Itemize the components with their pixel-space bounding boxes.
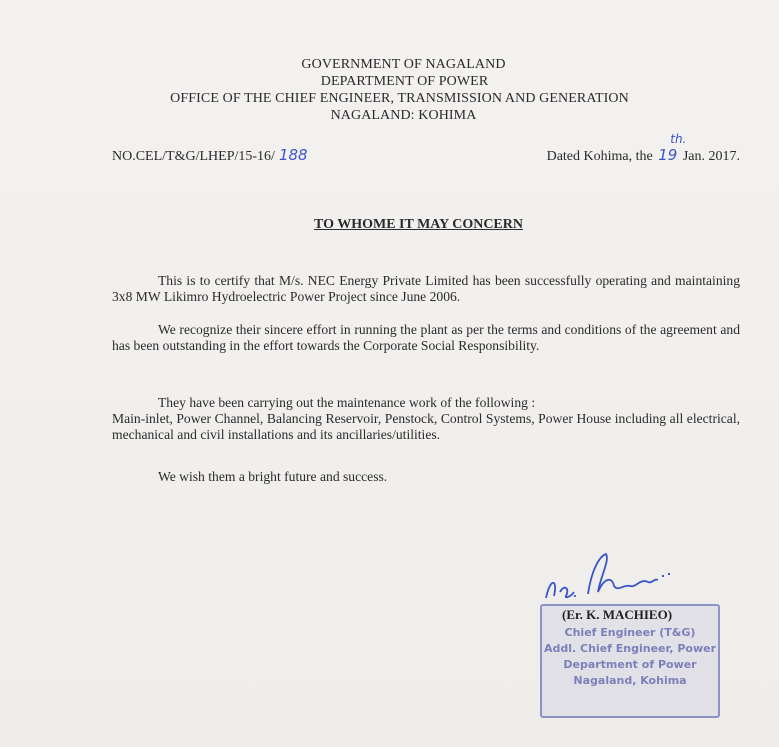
paragraph-certify: This is to certify that M/s. NEC Energy Private Limited has been successfully operating and maintaining 3x8 MW Likimro Hydroelectric Power Project since June 2006.	[112, 273, 740, 304]
letterhead-line-office: OFFICE OF THE CHIEF ENGINEER, TRANSMISSION AND GENERATION	[170, 91, 629, 106]
stamp-line-3: Department of Power	[563, 658, 697, 671]
signature-block	[540, 548, 720, 718]
date-day-handwritten: 19 th.	[658, 132, 687, 164]
date-line	[546, 132, 740, 165]
paragraph-recognize: We recognize their sincere effort in running the plant as per the terms and conditions of the agreement and has been outstanding in the effort towards the Corporate Social Responsibility.	[112, 322, 740, 353]
letterhead-line-department: DEPARTMENT OF POWER	[320, 74, 489, 89]
signatory-name: (Er. K. MACHIEO)	[562, 607, 673, 622]
letter-title: TO WHOME IT MAY CONCERN	[314, 217, 523, 232]
signature-scribble	[540, 548, 720, 608]
date-prefix: Dated Kohima, the	[546, 149, 653, 164]
letterhead	[0, 56, 779, 124]
stamp-line-1: Chief Engineer (T&G)	[564, 626, 696, 639]
maintenance-intro: They have been carrying out the maintenance work of the following :	[158, 395, 536, 410]
reference-number-handwritten: 188	[278, 146, 308, 164]
date-day-suffix-handwritten: th.	[670, 132, 687, 146]
maintenance-list: Main-inlet, Power Channel, Balancing Reservoir, Penstock, Control Systems, Power House including all electrical, mechanical and civil installations and its ancillaries/utilities.	[112, 411, 740, 442]
stamp-line-2: Addl. Chief Engineer, Power	[543, 642, 716, 655]
paragraph-maintenance	[112, 395, 740, 443]
reference-number	[112, 146, 308, 165]
letterhead-line-government: GOVERNMENT OF NAGALAND	[301, 57, 506, 72]
paragraph-wishes: We wish them a bright future and success.	[158, 469, 388, 484]
reference-number-prefix: NO.CEL/T&G/LHEP/15-16/	[112, 149, 275, 164]
letterhead-line-location: NAGALAND: KOHIMA	[330, 108, 477, 123]
date-month-year: Jan. 2017.	[682, 149, 740, 164]
stamp-line-4: Nagaland, Kohima	[573, 674, 687, 687]
